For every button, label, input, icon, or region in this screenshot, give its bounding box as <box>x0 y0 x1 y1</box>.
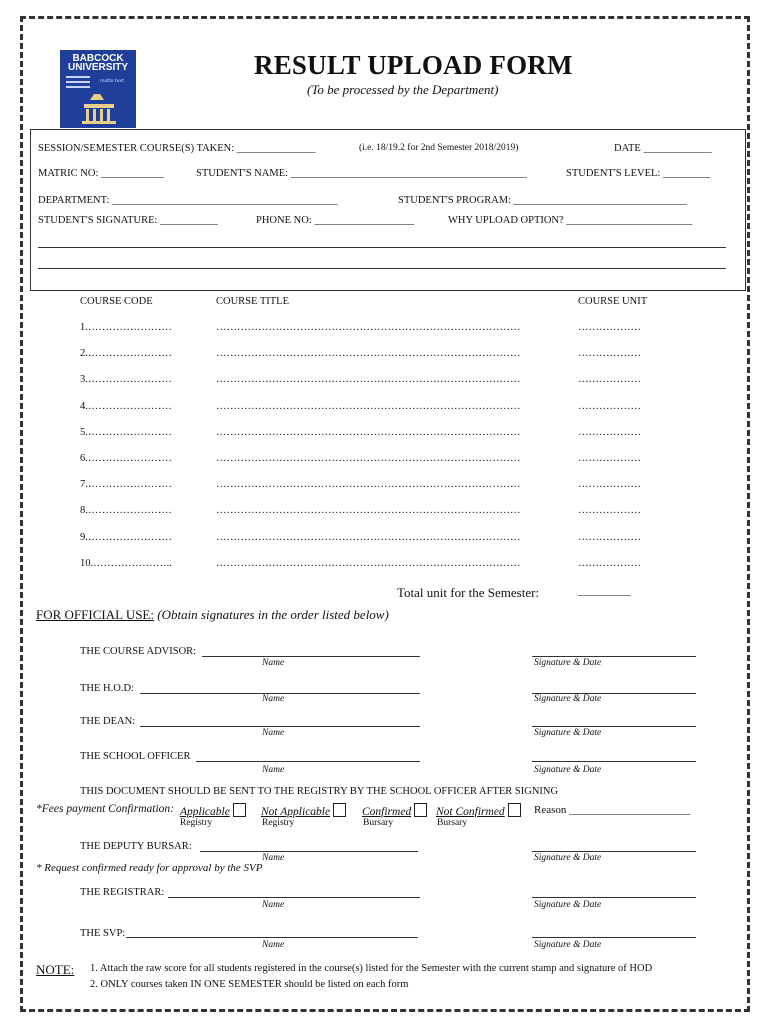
course-advisor-name-line[interactable] <box>202 656 420 657</box>
official-use-note: (Obtain signatures in the order listed below) <box>157 607 389 622</box>
not-confirmed-checkbox[interactable] <box>508 803 521 817</box>
registrar-sig-line[interactable] <box>532 897 696 898</box>
fees-sub-bursary-2: Bursary <box>437 818 468 828</box>
svp-label: THE SVP: <box>80 928 126 939</box>
svp-name-caption: Name <box>262 940 285 950</box>
svp-name-line[interactable] <box>126 937 418 938</box>
course-title-field[interactable]: …………………………………………………………………………… <box>216 401 521 412</box>
fees-option-confirmed[interactable] <box>362 803 430 818</box>
why-upload-field[interactable]: WHY UPLOAD OPTION? ________________________ <box>448 215 693 226</box>
dean-label: THE DEAN: <box>80 716 136 727</box>
fees-option-not-confirmed-label: Not Confirmed <box>436 806 505 818</box>
logo-line2: UNIVERSITY <box>67 62 128 73</box>
course-unit-field[interactable]: ……………… <box>578 374 641 385</box>
total-unit-label: Total unit for the Semester: <box>397 585 540 600</box>
logo-motto: motto text <box>100 79 124 84</box>
note-label: NOTE: <box>36 962 75 977</box>
course-unit-field[interactable]: ……………… <box>578 505 641 516</box>
course-unit-field[interactable]: ……………… <box>578 479 641 490</box>
course-code-field[interactable]: 6.…………………… <box>80 453 172 464</box>
fees-option-not-applicable[interactable] <box>261 803 349 818</box>
logo-emblem-icon <box>60 50 136 128</box>
course-title-field[interactable]: …………………………………………………………………………… <box>216 427 521 438</box>
date-field[interactable]: DATE _____________ <box>614 143 712 154</box>
fees-label: *Fees payment Confirmation: <box>36 803 174 815</box>
svp-sig-line[interactable] <box>532 937 696 938</box>
matric-field[interactable]: MATRIC NO: ____________ <box>38 168 165 179</box>
official-use-title: FOR OFFICIAL USE: <box>36 607 154 622</box>
session-hint: (i.e. 18/19.2 for 2nd Semester 2018/2019) <box>359 143 519 153</box>
fees-option-not-applicable-label: Not Applicable <box>261 806 331 818</box>
session-field[interactable]: SESSION/SEMESTER COURSE(S) TAKEN: _______________ <box>38 143 316 154</box>
deputy-bursar-sig-line[interactable] <box>532 851 696 852</box>
registry-note: THIS DOCUMENT SHOULD BE SENT TO THE REGISTRY BY THE SCHOOL OFFICER AFTER SIGNING <box>80 786 559 797</box>
program-field[interactable]: STUDENT'S PROGRAM: _________________________________ <box>398 195 687 206</box>
official-use-heading <box>36 607 389 623</box>
page-title: RESULT UPLOAD FORM <box>254 50 573 80</box>
fees-confirmation-row <box>36 803 174 815</box>
not-applicable-checkbox[interactable] <box>333 803 346 817</box>
student-level-field[interactable]: STUDENT'S LEVEL: _________ <box>566 168 711 179</box>
course-advisor-name-caption: Name <box>262 658 285 668</box>
course-title-field[interactable]: …………………………………………………………………………… <box>216 453 521 464</box>
course-unit-field[interactable]: ……………… <box>578 558 641 569</box>
course-code-field[interactable]: 7.…………………… <box>80 479 172 490</box>
deputy-bursar-sig-caption: Signature & Date <box>534 853 602 863</box>
course-title-field[interactable]: …………………………………………………………………………… <box>216 479 521 490</box>
registrar-label: THE REGISTRAR: <box>80 887 165 898</box>
course-unit-field[interactable]: ……………… <box>578 532 641 543</box>
course-code-field[interactable]: 10.………………….. <box>80 558 172 569</box>
course-advisor-sig-line[interactable] <box>532 656 696 657</box>
fees-option-applicable-label: Applicable <box>180 806 230 818</box>
header-course-code: COURSE CODE <box>80 296 153 307</box>
logo-line1: BABCOCK <box>72 53 124 64</box>
registrar-name-line[interactable] <box>168 897 420 898</box>
hod-label: THE H.O.D: <box>80 683 134 694</box>
deputy-bursar-name-caption: Name <box>262 853 285 863</box>
course-title-field[interactable]: …………………………………………………………………………… <box>216 374 521 385</box>
course-code-field[interactable]: 5.…………………… <box>80 427 172 438</box>
dean-sig-line[interactable] <box>532 726 696 727</box>
fees-option-applicable[interactable] <box>180 803 249 818</box>
school-officer-sig-caption: Signature & Date <box>534 765 602 775</box>
fees-sub-bursary-1: Bursary <box>363 818 394 828</box>
course-title-field[interactable]: …………………………………………………………………………… <box>216 505 521 516</box>
course-code-field[interactable]: 9.…………………… <box>80 532 172 543</box>
applicable-checkbox[interactable] <box>233 803 246 817</box>
department-field[interactable]: DEPARTMENT: ___________________________________________ <box>38 195 338 206</box>
deputy-bursar-label: THE DEPUTY BURSAR: <box>80 841 192 852</box>
student-signature-field[interactable]: STUDENT'S SIGNATURE: ___________ <box>38 215 218 226</box>
school-officer-name-caption: Name <box>262 765 285 775</box>
registrar-name-caption: Name <box>262 900 285 910</box>
dean-name-line[interactable] <box>140 726 420 727</box>
reason-line-2[interactable] <box>38 268 726 269</box>
course-code-field[interactable]: 3.…………………… <box>80 374 172 385</box>
course-code-field[interactable]: 8.…………………… <box>80 505 172 516</box>
course-unit-field[interactable]: ……………… <box>578 453 641 464</box>
school-officer-label: THE SCHOOL OFFICER <box>80 751 191 762</box>
hod-name-caption: Name <box>262 694 285 704</box>
total-unit-field[interactable]: __________ <box>578 586 631 597</box>
header-course-title: COURSE TITLE <box>216 296 290 307</box>
request-note: * Request confirmed ready for approval by the SVP <box>36 862 263 874</box>
course-unit-field[interactable]: ……………… <box>578 401 641 412</box>
course-title-field[interactable]: …………………………………………………………………………… <box>216 558 521 569</box>
course-unit-field[interactable]: ……………… <box>578 322 641 333</box>
header-course-unit: COURSE UNIT <box>578 296 648 307</box>
course-title-field[interactable]: …………………………………………………………………………… <box>216 532 521 543</box>
svp-sig-caption: Signature & Date <box>534 940 602 950</box>
deputy-bursar-name-line[interactable] <box>200 851 418 852</box>
page-subtitle: (To be processed by the Department) <box>307 82 499 97</box>
course-advisor-sig-caption: Signature & Date <box>534 658 602 668</box>
course-code-field[interactable]: 4.…………………… <box>80 401 172 412</box>
student-name-field[interactable]: STUDENT'S NAME: _____________________________________________ <box>196 168 527 179</box>
reason-line-1[interactable] <box>38 247 726 248</box>
phone-field[interactable]: PHONE NO: ___________________ <box>256 215 415 226</box>
reason-field[interactable]: Reason ______________________ <box>534 804 691 816</box>
course-unit-field[interactable]: ……………… <box>578 348 641 359</box>
fees-sub-registry-2: Registry <box>262 818 295 828</box>
dean-name-caption: Name <box>262 728 285 738</box>
school-officer-name-line[interactable] <box>196 761 420 762</box>
school-officer-sig-line[interactable] <box>532 761 696 762</box>
course-code-field[interactable]: 1.…………………… <box>80 322 172 333</box>
university-logo <box>60 50 136 128</box>
course-advisor-label: THE COURSE ADVISOR: <box>80 646 197 657</box>
hod-sig-caption: Signature & Date <box>534 694 602 704</box>
course-title-field[interactable]: …………………………………………………………………………… <box>216 348 521 359</box>
fees-option-not-confirmed[interactable] <box>436 803 524 818</box>
fees-sub-registry-1: Registry <box>180 818 213 828</box>
note-item-1: 1. Attach the raw score for all students registered in the course(s) listed for the Semester with the current stamp and signature of HOD <box>90 963 653 974</box>
confirmed-checkbox[interactable] <box>414 803 427 817</box>
course-code-field[interactable]: 2.…………………… <box>80 348 172 359</box>
registrar-sig-caption: Signature & Date <box>534 900 602 910</box>
course-title-field[interactable]: …………………………………………………………………………… <box>216 322 521 333</box>
fees-option-confirmed-label: Confirmed <box>362 806 412 818</box>
note-item-2: 2. ONLY courses taken IN ONE SEMESTER should be listed on each form <box>90 979 409 990</box>
dean-sig-caption: Signature & Date <box>534 728 602 738</box>
course-unit-field[interactable]: ……………… <box>578 427 641 438</box>
